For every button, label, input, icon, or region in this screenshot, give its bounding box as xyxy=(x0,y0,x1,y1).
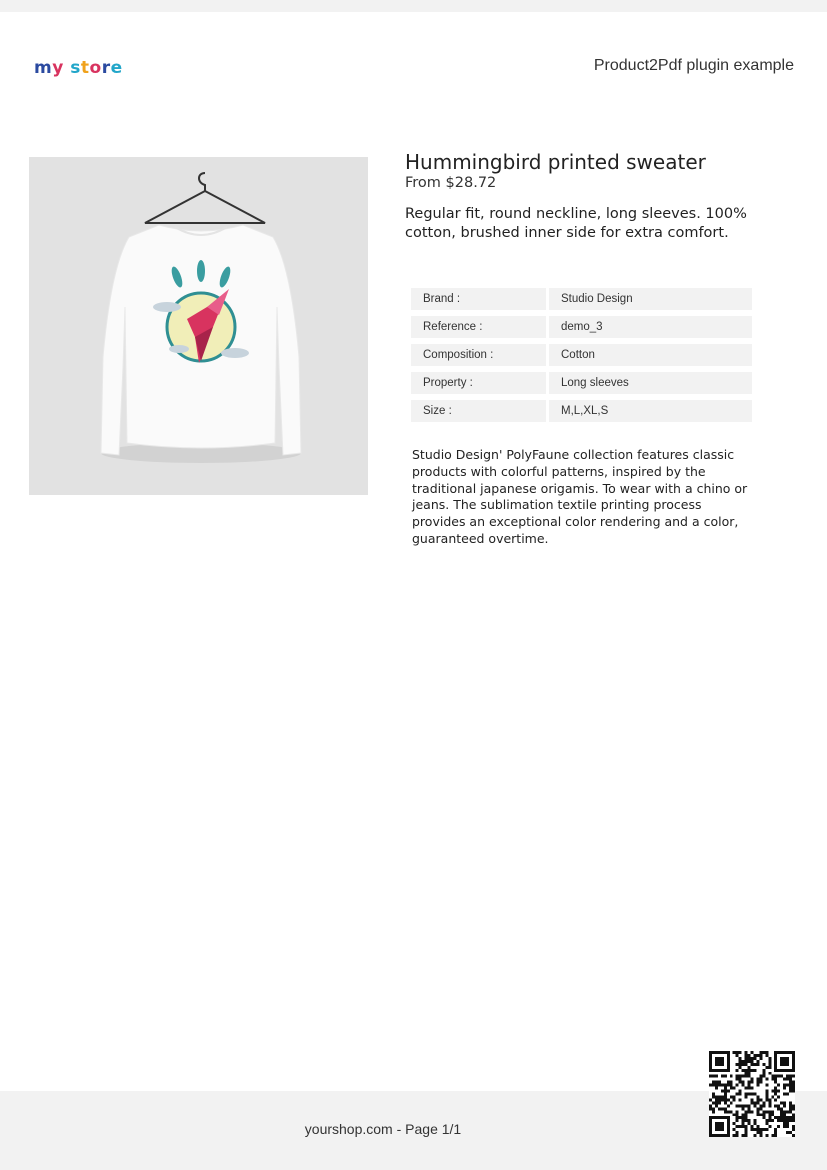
feature-row xyxy=(411,288,752,310)
header-title: Product2Pdf plugin example xyxy=(593,57,794,74)
logo-letter: s xyxy=(70,58,81,78)
feature-label: Composition : xyxy=(411,344,546,366)
feature-row xyxy=(411,400,752,422)
product-long-description: Studio Design' PolyFaune collection features classic products with colorful patterns, inspired by the traditional japanese origamis. To wear with a chino or jeans. The sublimation textile printing process provides an exceptional color rendering and a color, guaranteed overtime. xyxy=(412,447,748,546)
sweater-illustration xyxy=(29,157,368,495)
logo-letter: t xyxy=(80,58,90,78)
logo-letter: y xyxy=(52,58,64,78)
feature-row xyxy=(411,344,752,366)
feature-value: Cotton xyxy=(549,344,752,366)
product-title: Hummingbird printed sweater xyxy=(405,150,706,174)
logo-letter: m xyxy=(34,58,53,78)
feature-row xyxy=(411,372,752,394)
footer-page-info: yourshop.com - Page 1/1 xyxy=(304,1121,462,1137)
qr-code-icon xyxy=(709,1051,795,1137)
feature-value: M,L,XL,S xyxy=(549,400,752,422)
logo-letter: o xyxy=(89,58,102,78)
feature-label: Property : xyxy=(411,372,546,394)
feature-label: Reference : xyxy=(411,316,546,338)
feature-label: Brand : xyxy=(411,288,546,310)
top-band xyxy=(0,0,827,12)
feature-row xyxy=(411,316,752,338)
product-short-description: Regular fit, round neckline, long sleeves. 100% cotton, brushed inner side for extra comfort. xyxy=(405,206,747,241)
feature-label: Size : xyxy=(411,400,546,422)
product-features-table xyxy=(408,282,755,428)
feature-value: Studio Design xyxy=(549,288,752,310)
logo-letter: e xyxy=(110,58,123,78)
logo-letter: r xyxy=(101,58,111,78)
store-logo xyxy=(34,58,123,78)
feature-value: Long sleeves xyxy=(549,372,752,394)
product-price: From $28.72 xyxy=(405,175,497,191)
feature-value: demo_3 xyxy=(549,316,752,338)
product-image xyxy=(29,157,368,495)
